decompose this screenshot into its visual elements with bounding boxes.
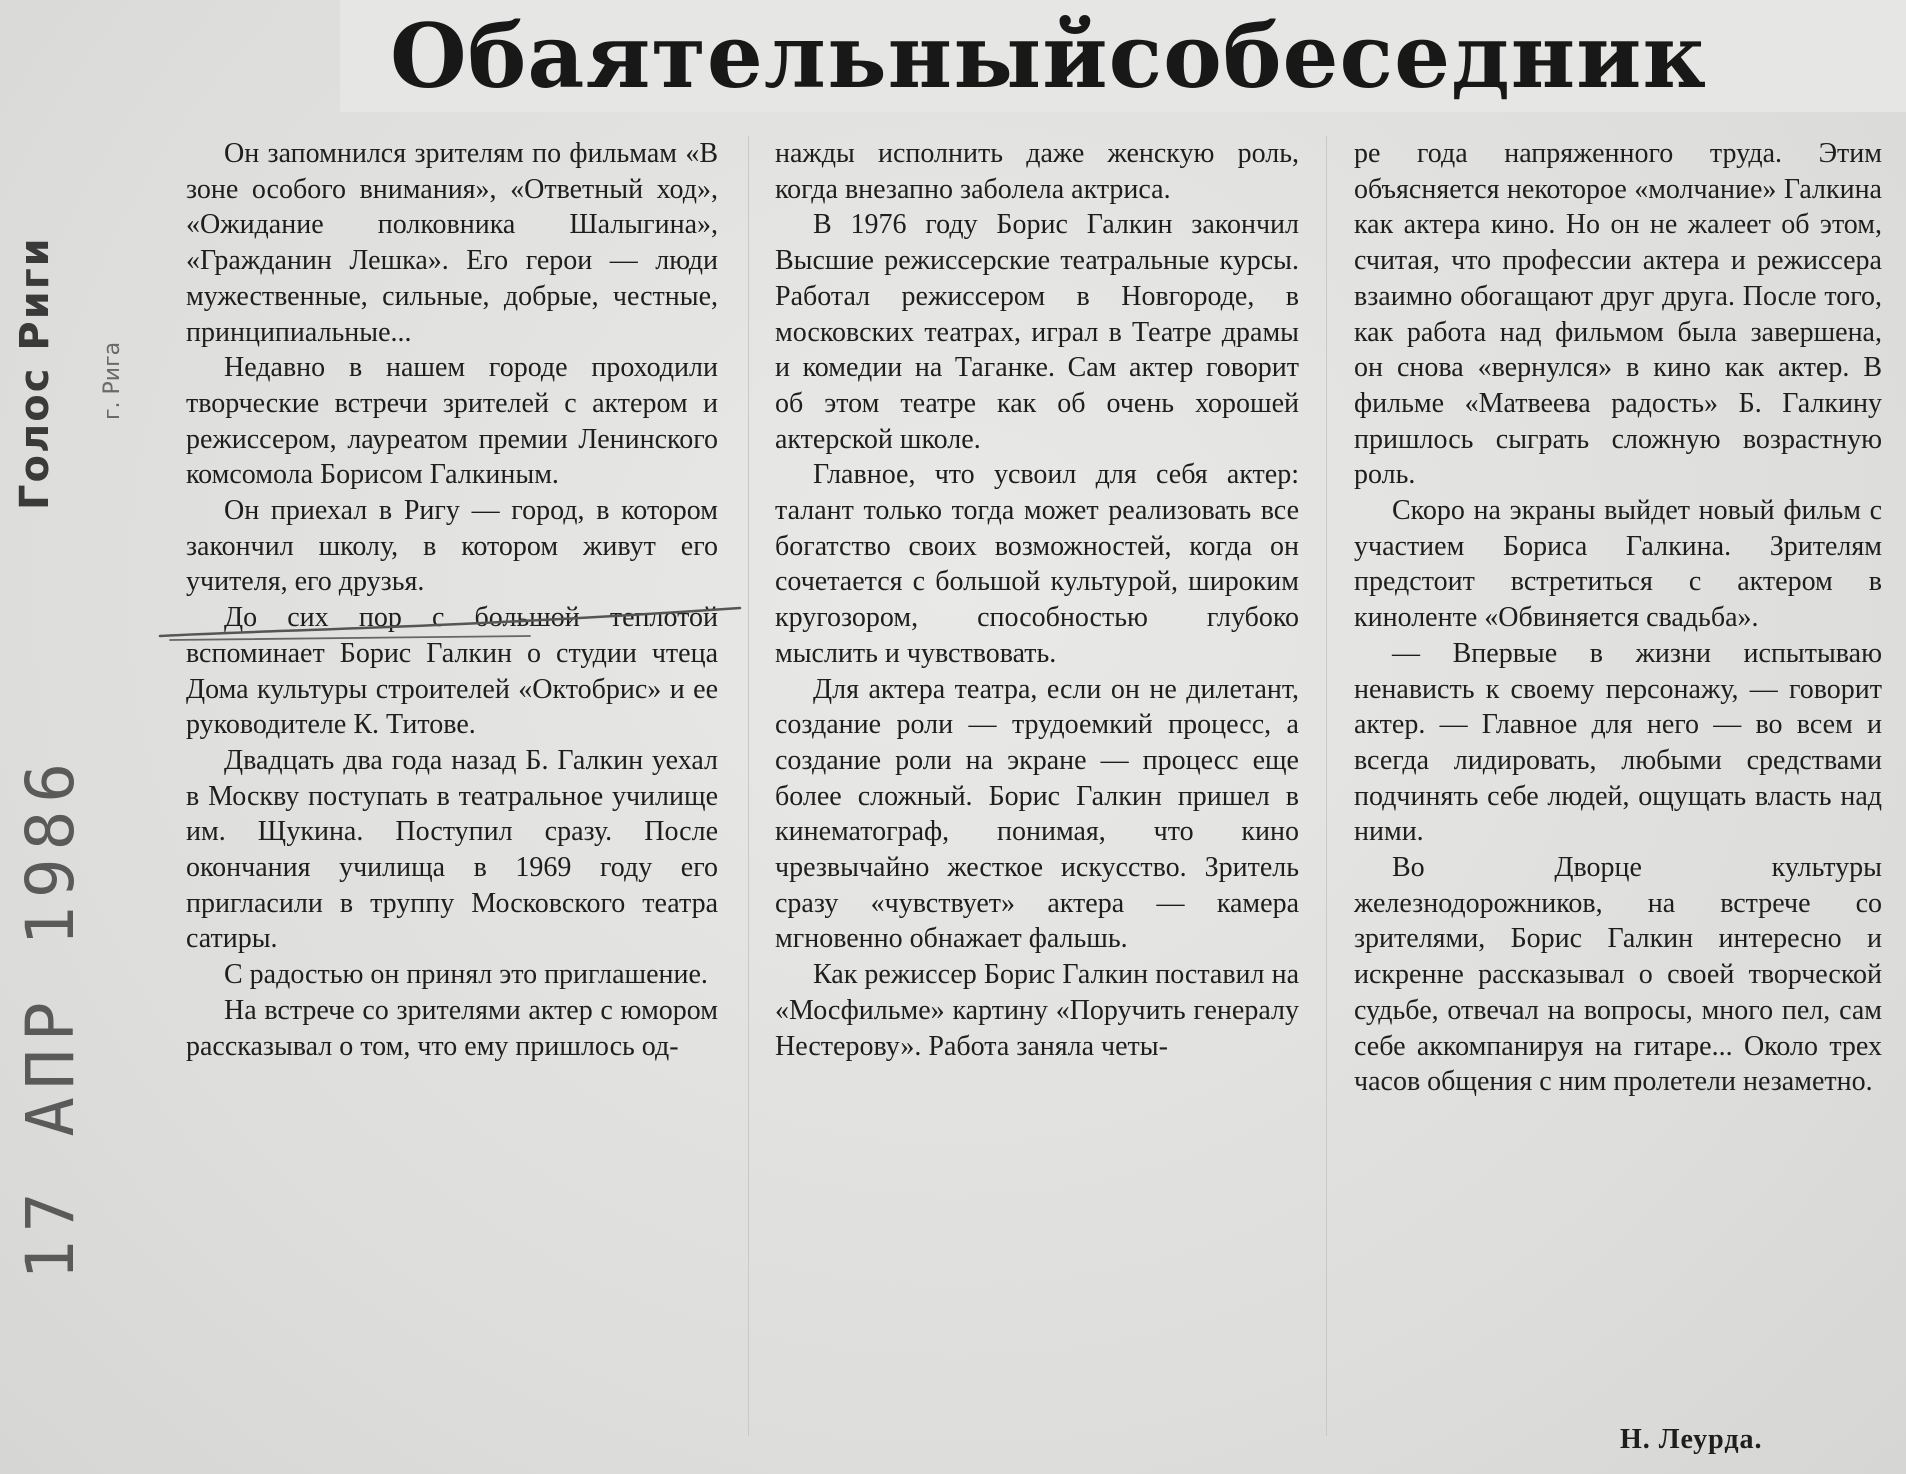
- article-headline: [390, 4, 1707, 108]
- article-column-2: [775, 136, 1299, 1064]
- stamp-city: г. Рига: [100, 341, 125, 420]
- article-paragraph: С радостью он принял это приглашение.: [224, 959, 708, 991]
- article-paragraph: Как режиссер Борис Галкин поставил на «Мосфильме» картину «Поручить генералу Нестерову». Работа заняла четы-: [775, 959, 1299, 1062]
- article-paragraph: На встрече со зрителями актер с юмором рассказывал о том, что ему пришлось од-: [186, 994, 718, 1062]
- article-paragraph: Он приехал в Ригу — город, в котором закончил школу, в котором живут его учителя, его друзья.: [186, 495, 718, 598]
- article-column-1: [186, 136, 718, 1064]
- article-paragraph: До сих пор с большой теплотой вспоминает Борис Галкин о студии чтеца Дома культуры строителей «Октобрис» и ее руководителе К. Титове.: [186, 602, 718, 741]
- article-paragraph: Недавно в нашем городе проходили творческие встречи зрителей с актером и режиссером, лауреатом премии Ленинского комсомола Борисом Галкиным.: [186, 352, 718, 491]
- author-signature: Н. Леурда.: [1620, 1424, 1763, 1455]
- article-paragraph: Он запомнился зрителям по фильмам «В зоне особого внимания», «Ответный ход», «Ожидание полковника Шалыгина», «Гражданин Лешка». Его герои — люди мужественные, сильные, добрые, честные, принципиальные...: [186, 138, 718, 348]
- column-divider: [748, 136, 749, 1436]
- article-paragraph: Скоро на экраны выйдет новый фильм с участием Бориса Галкина. Зрителям предстоит встретиться с актером в киноленте «Обвиняется свадьба».: [1354, 495, 1882, 634]
- headline-word-2: собеседник: [1108, 4, 1707, 108]
- article-paragraph: Для актера театра, если он не дилетант, создание роли — трудоемкий процесс, а создание роли на экране — процесс еще более сложный. Борис Галкин пришел в кинематограф, понимая, что кино чрезвычайно жесткое искусство. Зритель сразу «чувствует» актера — камера мгновенно обнажает фальшь.: [775, 673, 1299, 955]
- article-paragraph: ре года напряженного труда. Этим объясняется некоторое «молчание» Галкина как актера кино. Но он не жалеет об этом, считая, что профессии актера и режиссера взаимно обогащают друг друга. После того, как работа над фильмом была завершена, он снова «вернулся» в кино как актер. В фильме «Матвеева радость» Б. Галкину пришлось сыграть сложную возрастную роль.: [1354, 138, 1882, 491]
- article-paragraph: Главное, что усвоил для себя актер: талант только тогда может реализовать все богатство своих возможностей, когда он сочетается с большой культурой, широким кругозором, способностью глубоко мыслить и чувствовать.: [775, 459, 1299, 669]
- article-paragraph: Двадцать два года назад Б. Галкин уехал в Москву поступать в театральное училище им. Щукина. Поступил сразу. После окончания училища в 1969 году его пригласили в труппу Московского театра сатиры.: [186, 744, 718, 955]
- article-paragraph: Во Дворце культуры железнодорожников, на встрече со зрителями, Борис Галкин интересно и искренне рассказывал о своей творческой судьбе, отвечал на вопросы, много пел, сам себе аккомпанируя на гитаре... Около трех часов общения с ним пролетели незаметно.: [1354, 852, 1882, 1098]
- stamp-newspaper-name: Голос Риги: [12, 236, 58, 510]
- article-paragraph: нажды исполнить даже женскую роль, когда внезапно заболела актриса.: [775, 138, 1299, 205]
- article-column-3: [1354, 136, 1882, 1100]
- headline-word-1: Обаятельный: [390, 4, 1109, 108]
- article-paragraph: В 1976 году Борис Галкин закончил Высшие режиссерские театральные курсы. Работал режиссером в Новгороде, в московских театрах, играл в Театре драмы и комедии на Таганке. Сам актер говорит об этом театре как об очень хорошей актерской школе.: [775, 209, 1299, 455]
- stamp-date: 17 АПР 1986: [12, 754, 89, 1280]
- article-paragraph: — Впервые в жизни испытываю ненависть к своему персонажу, — говорит актер. — Главное для него — во всем и всегда лидировать, любыми средствами подчинять себе людей, ощущать власть над ними.: [1354, 637, 1882, 848]
- column-divider: [1326, 136, 1327, 1436]
